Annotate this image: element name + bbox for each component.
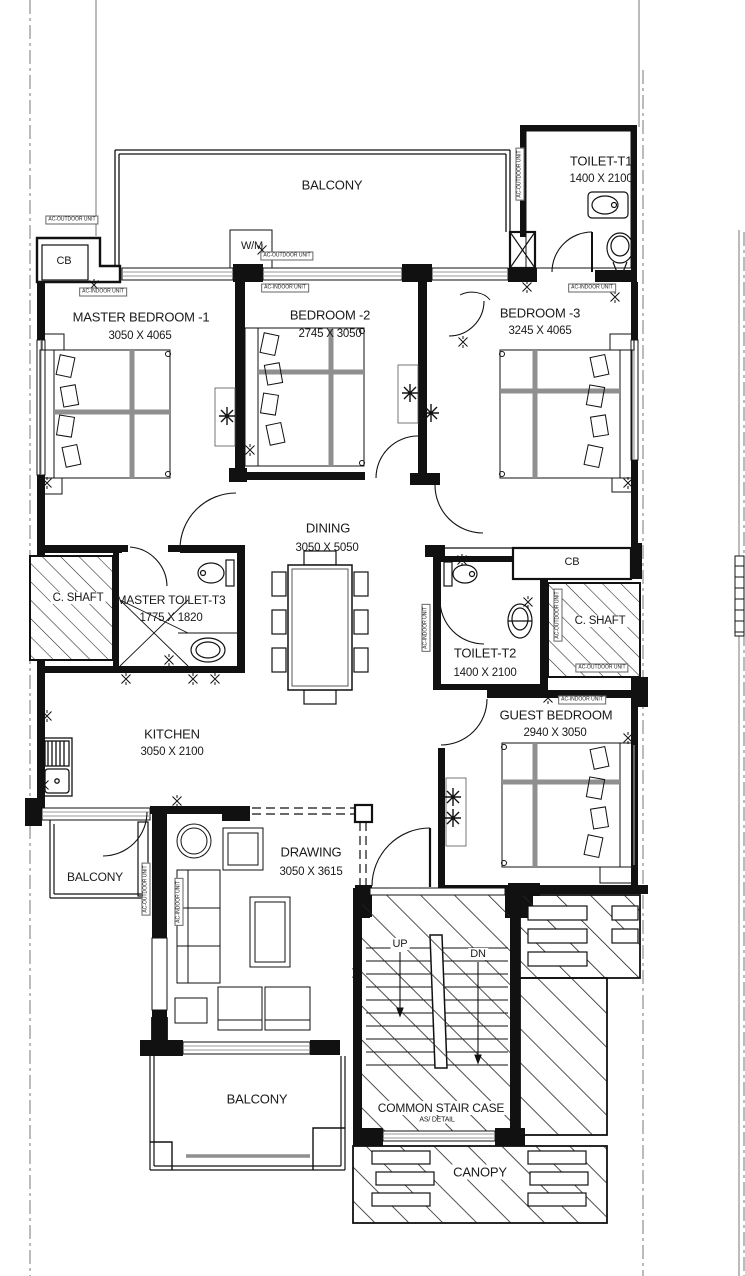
ac-outdoor-unit-tag: AC-OUTDOOR UNIT [554, 588, 563, 641]
toilet-t1-wc [588, 192, 628, 218]
toilet-t3-washbasin [191, 638, 225, 662]
room-label-master-toilet-t3: MASTER TOILET-T3 [116, 593, 226, 607]
marker-cb-left: CB [56, 255, 72, 267]
room-dims-kitchen: 3050 X 2100 [140, 746, 204, 758]
ac-indoor-unit-tag: AC-INDOOR UNIT [175, 878, 184, 926]
boundary-ladder-symbol [735, 556, 744, 636]
ac-indoor-unit-tag: AC-INDOOR UNIT [422, 604, 431, 652]
ac-outdoor-unit-tag: AC-OUTDOOR UNIT [45, 216, 98, 225]
bed-2 [245, 328, 365, 466]
bedroom-2-door-arc [376, 436, 418, 478]
ac-unit-box [446, 778, 466, 846]
kitchen [25, 660, 150, 826]
room-dims-bedroom-2: 2745 X 3050 [298, 328, 362, 340]
room-dims-toilet-t2: 1400 X 2100 [453, 667, 517, 679]
toilet-t3-shower [120, 600, 188, 666]
ac-unit-box [398, 365, 418, 423]
toilet-t2-wc [444, 562, 477, 586]
room-label-kitchen: KITCHEN [144, 726, 200, 742]
dining-table [272, 551, 368, 704]
marker-stair-up: UP [392, 938, 408, 950]
top-wall [37, 230, 637, 282]
c-shaft-right [548, 583, 648, 707]
marker-stair-dn: DN [470, 948, 486, 960]
marker-washing-machine: W/M [240, 240, 264, 252]
ac-outdoor-unit-tag: AC-OUTDOOR UNIT [516, 147, 525, 200]
toilet-t2-washbasin [508, 604, 532, 638]
room-label-balcony-bottom: BALCONY [226, 1091, 288, 1107]
toilet-t1-door-arc [552, 232, 592, 272]
room-label-toilet-t1: TOILET-T1 [569, 153, 633, 169]
ac-indoor-unit-tag: AC-INDOOR UNIT [558, 696, 606, 705]
balcony-top-walls [115, 150, 510, 266]
room-dims-drawing: 3050 X 3615 [279, 866, 343, 878]
room-dims-master-bedroom-1: 3050 X 4065 [108, 330, 172, 342]
ac-unit-box [215, 388, 235, 446]
room-label-toilet-t2: TOILET-T2 [453, 645, 517, 661]
ac-indoor-unit-tag: AC-INDOOR UNIT [568, 284, 616, 293]
room-dims-bedroom-3: 3245 X 4065 [508, 325, 572, 337]
room-label-canopy: CANOPY [453, 1164, 507, 1180]
entry-column [355, 805, 372, 822]
ac-outdoor-unit-tag: AC-OUTDOOR UNIT [260, 252, 313, 261]
guest-bedroom-door-arc [441, 699, 487, 745]
stair-hatch [362, 895, 510, 1135]
bedroom-3-door-arc [449, 301, 484, 336]
ac-outdoor-unit-tag: AC-OUTDOOR UNIT [142, 862, 151, 915]
c-shaft-left [30, 556, 113, 660]
corner-notch-right [313, 1128, 345, 1170]
room-label-balcony-left: BALCONY [67, 870, 123, 884]
room-sublabel-stair: AS/ DETAIL [419, 1116, 455, 1124]
room-label-balcony-top: BALCONY [301, 177, 363, 193]
room-label-c-shaft-right: C. SHAFT [574, 615, 626, 627]
toilet-t2-door-arc [440, 600, 484, 644]
room-label-bedroom-3: BEDROOM -3 [499, 305, 581, 321]
bed-master-1 [40, 334, 171, 494]
room-label-guest-bedroom: GUEST BEDROOM [499, 707, 613, 723]
room-label-bedroom-2: BEDROOM -2 [289, 307, 371, 323]
marker-cb-right: CB [564, 556, 580, 568]
bed-3 [500, 334, 637, 492]
room-label-dining: DINING [305, 520, 351, 536]
toilet-t1 [520, 125, 637, 282]
bedroom-3-lower-door-arc [435, 485, 483, 533]
bed-guest [502, 743, 635, 883]
room-label-master-bedroom-1: MASTER BEDROOM -1 [72, 309, 210, 325]
room-dims-guest-bedroom: 2940 X 3050 [523, 727, 587, 739]
toilet-t3-wc [198, 560, 234, 586]
room-label-stair: COMMON STAIR CASE [377, 1101, 505, 1115]
room-dims-dining: 3050 X 5050 [295, 542, 359, 554]
balcony-left-walls [50, 812, 150, 898]
room-label-drawing: DRAWING [280, 844, 342, 860]
ac-indoor-unit-tag: AC-INDOOR UNIT [261, 284, 309, 293]
toilet-t3-door-arc [130, 547, 167, 586]
room-dims-master-toilet-t3: 1775 X 1820 [139, 612, 203, 624]
bedroom-2 [229, 328, 418, 482]
ac-indoor-unit-tag: AC-INDOOR UNIT [79, 288, 127, 297]
room-label-c-shaft-left: C. SHAFT [52, 592, 104, 604]
master-bedroom-1-door-arc [180, 493, 236, 549]
room-dims-toilet-t1: 1400 X 2100 [569, 173, 633, 185]
ac-outdoor-unit-tag: AC-OUTDOOR UNIT [575, 664, 628, 673]
entry-door-arc [372, 828, 430, 886]
